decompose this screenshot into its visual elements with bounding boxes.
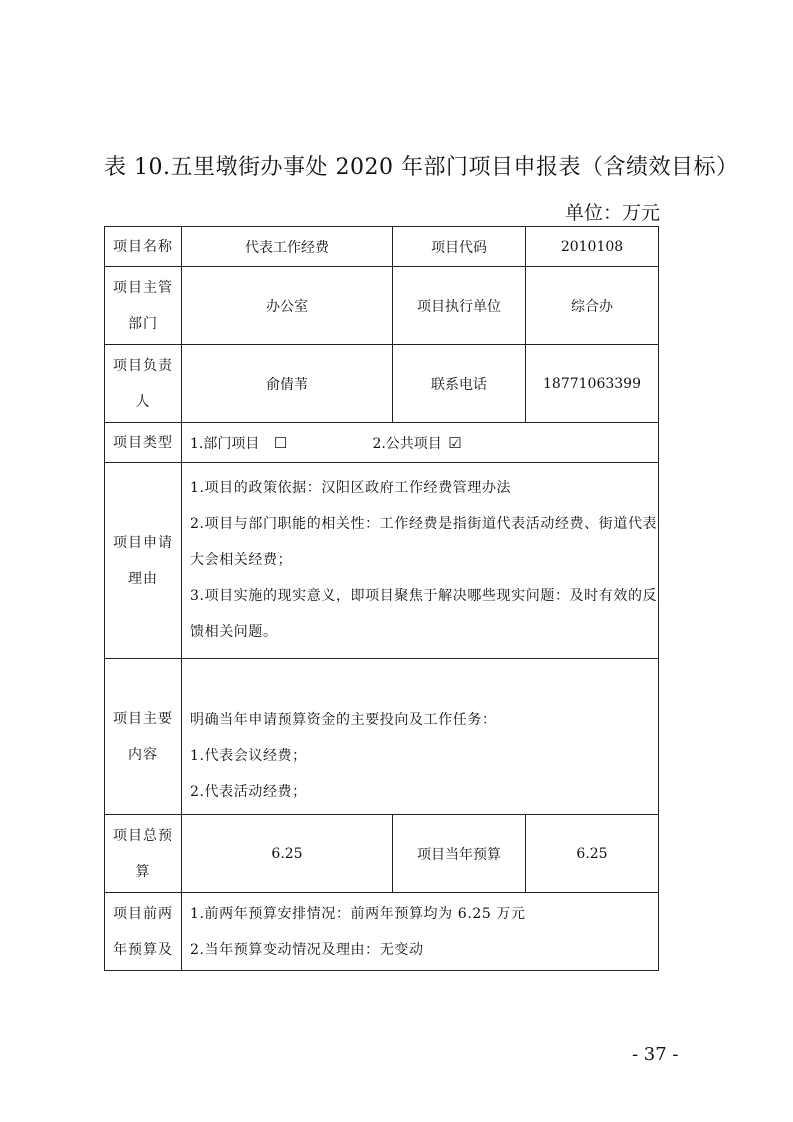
reason-item: 2.项目与部门职能的相关性：工作经费是指街道代表活动经费、街道代表大会相关经费； <box>190 515 658 568</box>
project-code-label: 项目代码 <box>393 227 526 267</box>
table-row <box>105 267 659 345</box>
owner-label: 项目负责人 <box>105 345 182 423</box>
page-number: - 37 - <box>632 1044 679 1065</box>
type-label: 项目类型 <box>105 423 182 463</box>
type-options <box>182 423 659 463</box>
project-name-label: 项目名称 <box>105 227 182 267</box>
prev-budget-label: 项目前两年预算及 <box>105 893 182 971</box>
content-item: 2.代表活动经费； <box>190 783 307 800</box>
table-row <box>105 423 659 463</box>
type-option-public-label: 2.公共项目 <box>372 435 442 452</box>
total-budget-label: 项目总预算 <box>105 815 182 893</box>
year-budget-value: 6.25 <box>526 815 659 893</box>
type-option-dept-label: 1.部门项目 <box>190 435 260 452</box>
checkbox-checked-icon[interactable]: ☑ <box>448 433 462 452</box>
total-budget-value: 6.25 <box>182 815 393 893</box>
unit-label: 单位：万元 <box>564 202 660 224</box>
year-budget-label: 项目当年预算 <box>393 815 526 893</box>
content-intro: 明确当年申请预算资金的主要投向及工作任务： <box>190 711 497 728</box>
reason-item: 1.项目的政策依据：汉阳区政府工作经费管理办法 <box>190 479 512 496</box>
phone-label: 联系电话 <box>393 345 526 423</box>
exec-unit-value: 综合办 <box>526 267 659 345</box>
content-item: 1.代表会议经费； <box>190 747 307 764</box>
project-application-table <box>104 226 659 971</box>
dept-label: 项目主管部门 <box>105 267 182 345</box>
table-row <box>105 345 659 423</box>
exec-unit-label: 项目执行单位 <box>393 267 526 345</box>
type-option-public <box>372 433 461 453</box>
owner-value: 俞倩苇 <box>182 345 393 423</box>
checkbox-empty-icon[interactable]: ☐ <box>273 433 288 452</box>
project-name-value: 代表工作经费 <box>182 227 393 267</box>
prev-budget-content <box>182 893 659 971</box>
reason-content <box>182 463 659 659</box>
table-row <box>105 893 659 971</box>
table-row <box>105 659 659 815</box>
table-row <box>105 227 659 267</box>
table-row <box>105 815 659 893</box>
content-body <box>182 659 659 815</box>
type-option-dept <box>190 433 368 453</box>
prev-budget-item: 2.当年预算变动情况及理由：无变动 <box>190 941 424 958</box>
page-title: 表 10.五里墩街办事处 2020 年部门项目申报表（含绩效目标） <box>104 155 739 180</box>
dept-value: 办公室 <box>182 267 393 345</box>
reason-label: 项目申请理由 <box>105 463 182 659</box>
table-row <box>105 463 659 659</box>
phone-value: 18771063399 <box>526 345 659 423</box>
prev-budget-item: 1.前两年预算安排情况：前两年预算均为 6.25 万元 <box>190 905 526 922</box>
reason-item: 3.项目实施的现实意义，即项目聚焦于解决哪些现实问题：及时有效的反馈相关问题。 <box>190 587 658 640</box>
content-label: 项目主要内容 <box>105 659 182 815</box>
project-code-value: 2010108 <box>526 227 659 267</box>
